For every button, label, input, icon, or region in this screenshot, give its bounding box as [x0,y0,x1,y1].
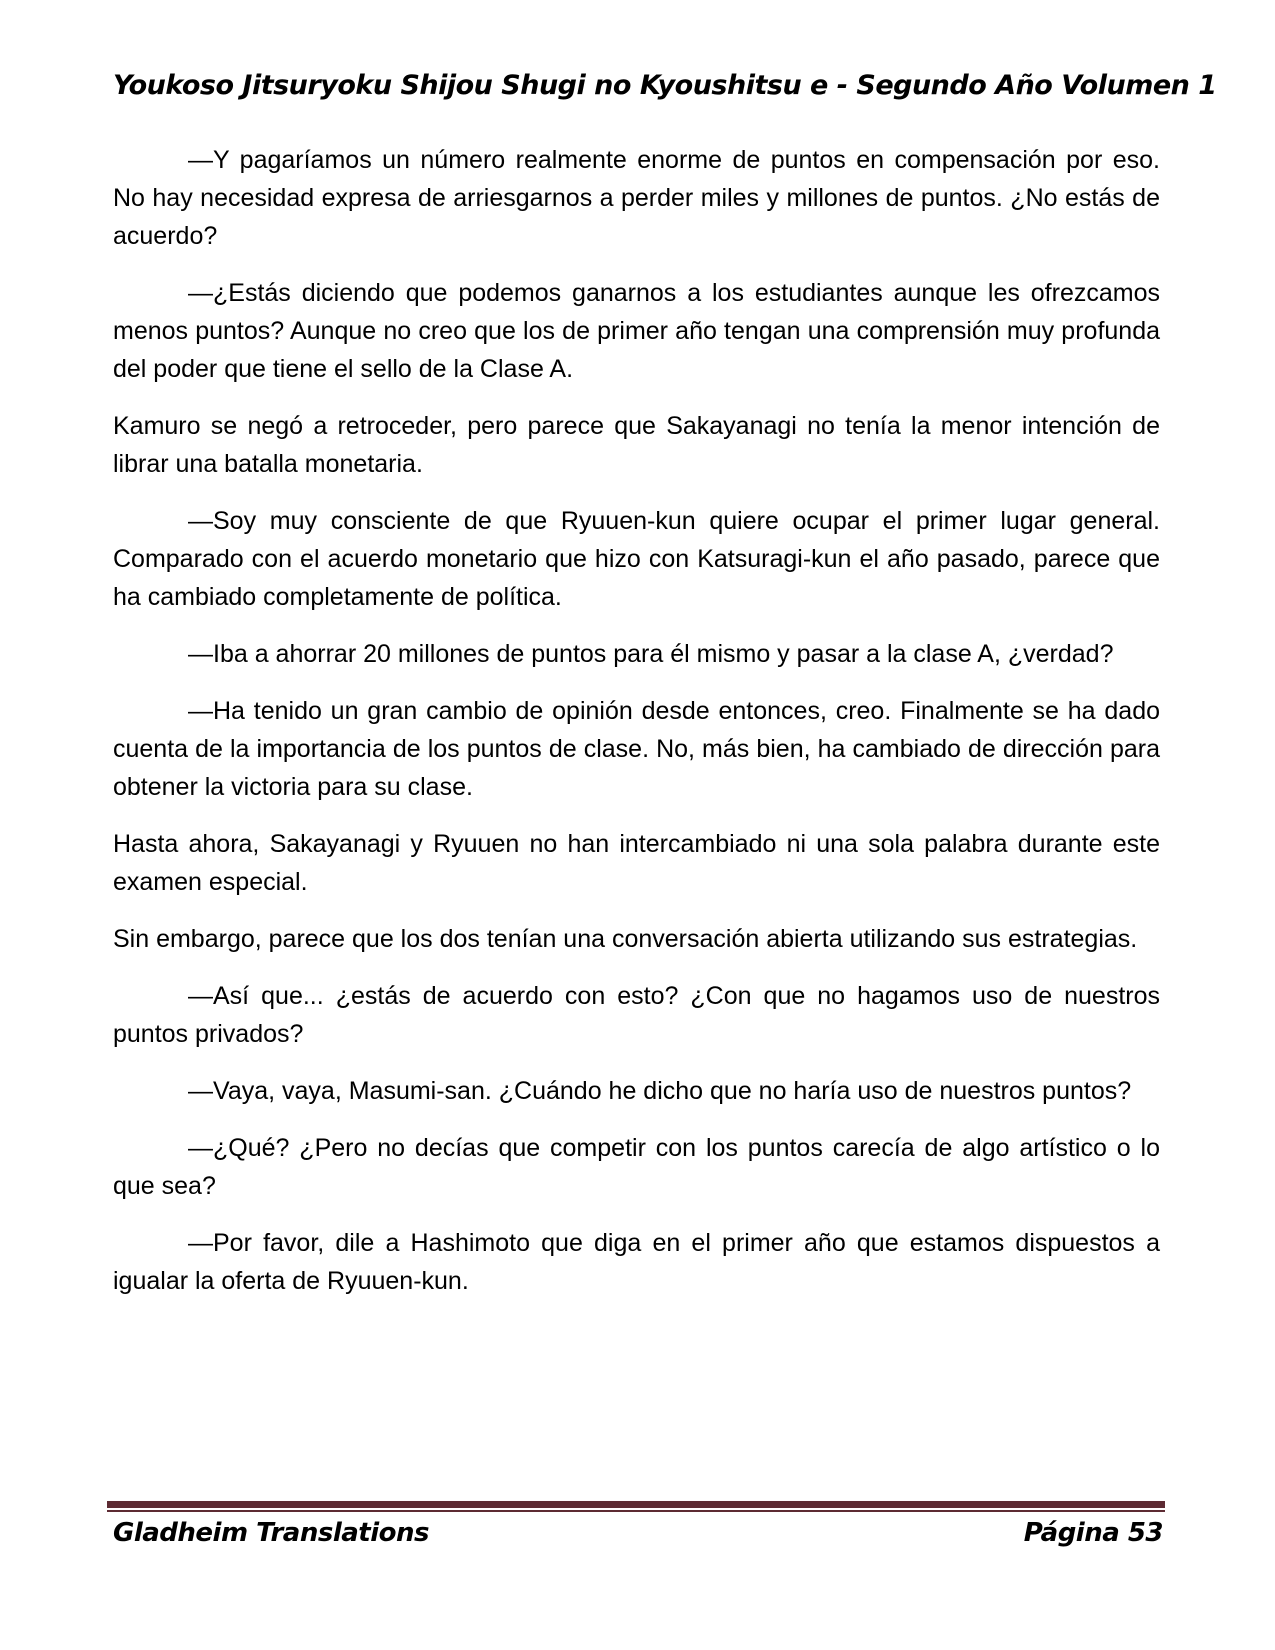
footer-rule [107,1501,1165,1512]
body-paragraph: —Por favor, dile a Hashimoto que diga en el primer año que estamos dispuestos a igualar la oferta de Ryuuen-kun. [113,1229,1160,1295]
body-paragraph: —Vaya, vaya, Masumi-san. ¿Cuándo he dicho que no haría uso de nuestros puntos? [188,1077,1132,1105]
page-body [113,141,1160,1319]
page-footer [113,1518,1163,1548]
body-paragraph: Kamuro se negó a retroceder, pero parece que Sakayanagi no tenía la menor intención de librar una batalla monetaria. [113,412,1160,478]
body-paragraph: —Soy muy consciente de que Ryuuen-kun quiere ocupar el primer lugar general. Comparado con el acuerdo monetario que hizo con Katsuragi-kun el año pasado, parece que ha cambiado completamente de política. [113,507,1160,611]
body-paragraph: —Iba a ahorrar 20 millones de puntos para él mismo y pasar a la clase A, ¿verdad? [188,640,1114,668]
footer-page-number: Página 53 [1023,1518,1163,1548]
body-paragraph: Hasta ahora, Sakayanagi y Ryuuen no han intercambiado ni una sola palabra durante este examen especial. [113,830,1160,896]
page-header-title: Youkoso Jitsuryoku Shijou Shugi no Kyoushitsu e - Segundo Año Volumen 1 [113,70,1217,101]
body-paragraph: —Ha tenido un gran cambio de opinión desde entonces, creo. Finalmente se ha dado cuenta de la importancia de los puntos de clase. No, más bien, ha cambiado de dirección para obtener la victoria para su clase. [113,697,1160,801]
body-paragraph: —Y pagaríamos un número realmente enorme de puntos en compensación por eso. No hay necesidad expresa de arriesgarnos a perder miles y millones de puntos. ¿No estás de acuerdo? [113,146,1160,250]
body-paragraph: Sin embargo, parece que los dos tenían una conversación abierta utilizando sus estrategias. [113,925,1138,953]
body-paragraph: —¿Qué? ¿Pero no decías que competir con los puntos carecía de algo artístico o lo que sea? [113,1134,1160,1200]
footer-translator-credit: Gladheim Translations [113,1518,429,1548]
body-paragraph: —¿Estás diciendo que podemos ganarnos a los estudiantes aunque les ofrezcamos menos puntos? Aunque no creo que los de primer año tengan una comprensión muy profunda del poder que tiene el sello de la Clase A. [113,279,1160,383]
body-paragraph: —Así que... ¿estás de acuerdo con esto? ¿Con que no hagamos uso de nuestros puntos privados? [113,982,1160,1048]
